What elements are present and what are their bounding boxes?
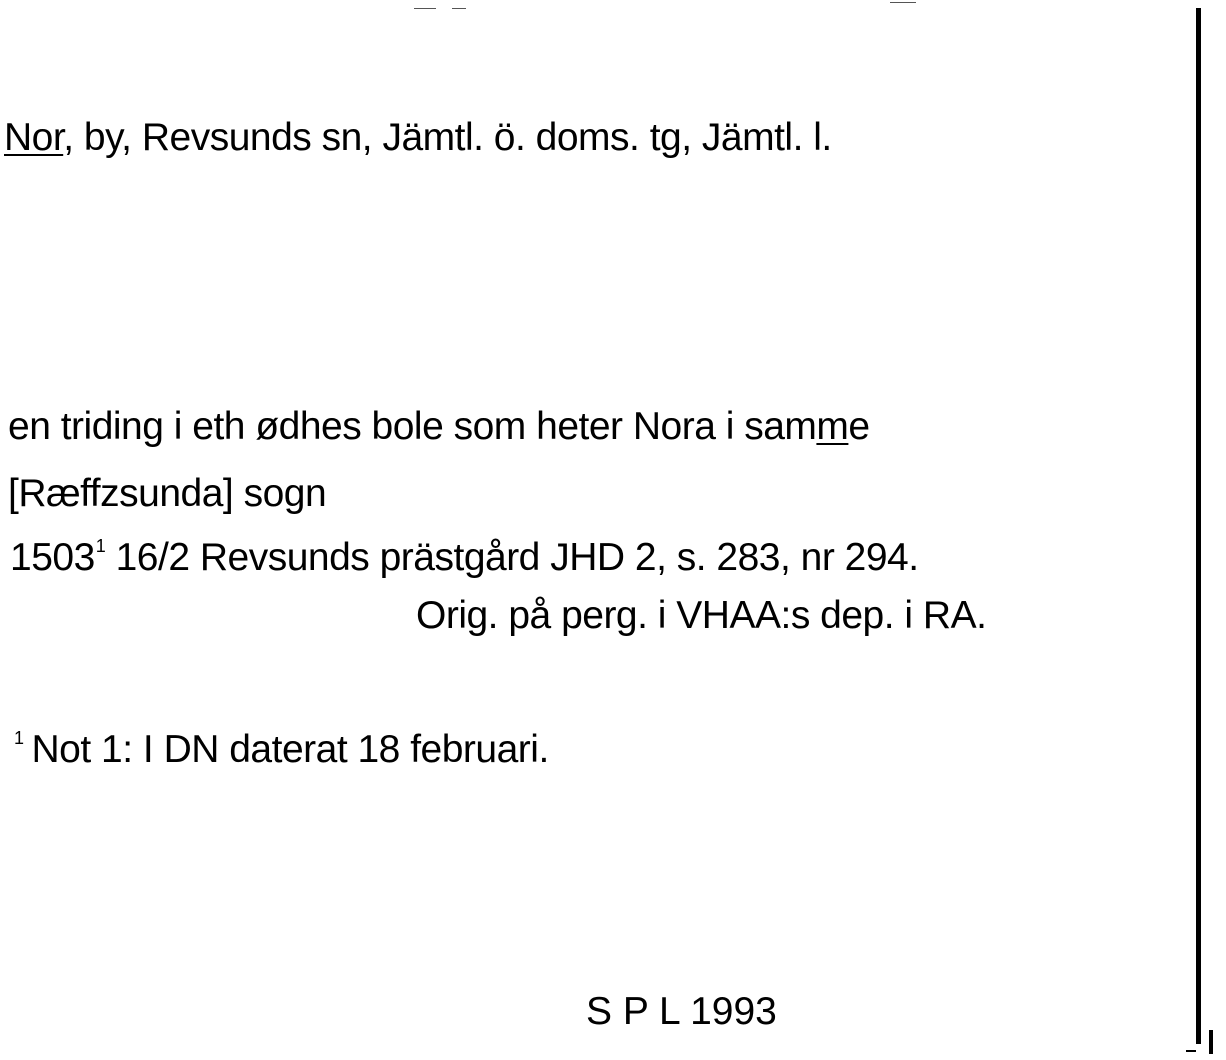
reference-year: 1503 (10, 536, 95, 579)
original-location: Orig. på perg. i VHAA:s dep. i RA. (416, 594, 987, 637)
scan-speck (414, 8, 436, 9)
place-description: , by, Revsunds sn, Jämtl. ö. doms. tg, Jämtl. l. (63, 116, 832, 159)
quote-line-1-text: en triding i eth ødhes bole som heter Nora i sam (8, 405, 817, 448)
footnote-text: Not 1: I DN daterat 18 februari. (31, 728, 549, 771)
quote-line-1 (8, 407, 870, 446)
card-edge-tick (1186, 1050, 1196, 1052)
quote-line-1-end: e (848, 405, 870, 448)
scan-speck (890, 2, 916, 3)
card-header (4, 118, 832, 157)
source-reference (10, 537, 919, 577)
scan-speck (452, 8, 466, 9)
footnote-marker: 1 (95, 536, 106, 556)
card-edge-line (1196, 8, 1201, 1044)
quote-line-1-underlined: m (816, 405, 849, 448)
footnote (14, 729, 549, 769)
quote-line-2: [Ræffzsunda] sogn (8, 472, 327, 515)
card-edge-mark (1209, 1030, 1213, 1054)
place-name: Nor (4, 116, 64, 159)
footnote-number: 1 (14, 728, 24, 748)
signature: S P L 1993 (586, 990, 777, 1033)
reference-details: 16/2 Revsunds prästgård JHD 2, s. 283, nr 294. (105, 536, 919, 579)
